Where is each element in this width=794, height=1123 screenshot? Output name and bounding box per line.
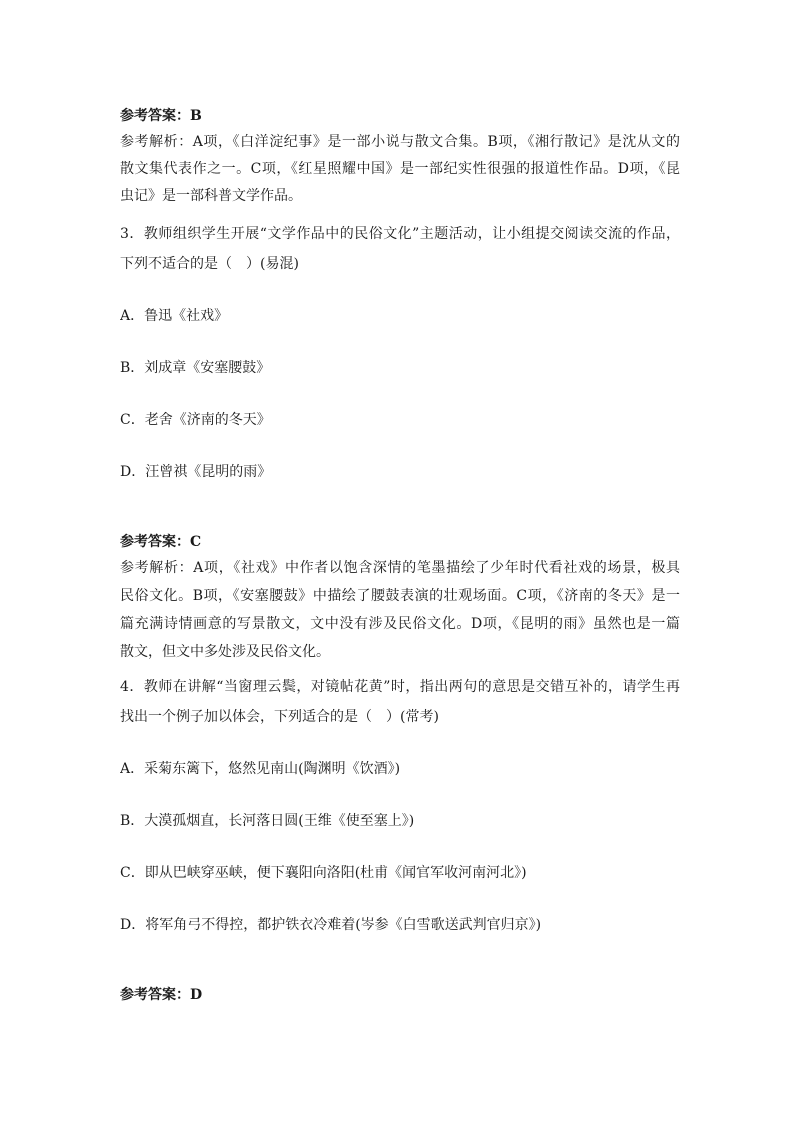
question-text: 3．教师组织学生开展“文学作品中的民俗文化”主题活动，让小组提交阅读交流的作品， — [120, 226, 680, 242]
option-c: C．老舍《济南的冬天》 — [120, 412, 271, 428]
option-a: A．鲁迅《社戏》 — [120, 308, 229, 324]
option-d: D．将军角弓不得控，都护铁衣冷难着(岑参《白雪歌送武判官归京》) — [120, 917, 542, 933]
answer-label: 参考答案：D — [120, 987, 203, 1003]
question-text: 4．教师在讲解“当窗理云鬓，对镜帖花黄”时，指出两句的意思是交错互补的，请学生再 — [120, 679, 680, 695]
answer-label: 参考答案：C — [120, 534, 202, 550]
question-text: 找出一个例子加以体会，下列适合的是（ ）(常考) — [120, 709, 439, 725]
question-text: 下列不适合的是（ ）(易混) — [120, 256, 299, 272]
analysis-line: 散文，但文中多处涉及民俗文化。 — [120, 644, 330, 660]
option-c: C．即从巴峡穿巫峡，便下襄阳向洛阳(杜甫《闻官军收河南河北》) — [120, 865, 527, 881]
analysis-line: 虫记》是一部科普文学作品。 — [120, 188, 302, 204]
option-b: B．大漠孤烟直，长河落日圆(王维《使至塞上》) — [120, 813, 415, 829]
analysis-line: 民俗文化。B项，《安塞腰鼓》中描绘了腰鼓表演的壮观场面。C项，《济南的冬天》是一 — [120, 588, 680, 604]
answer-label: 参考答案：B — [120, 108, 202, 124]
option-b: B．刘成章《安塞腰鼓》 — [120, 360, 271, 376]
analysis-line: 参考解析：A项，《社戏》中作者以饱含深情的笔墨描绘了少年时代看社戏的场景，极具 — [120, 560, 680, 576]
analysis-line: 篇充满诗情画意的写景散文，文中没有涉及民俗文化。D项，《昆明的雨》虽然也是一篇 — [120, 616, 680, 632]
analysis-line: 散文集代表作之一。C项，《红星照耀中国》是一部纪实性很强的报道性作品。D项，《昆 — [120, 161, 680, 177]
option-d: D．汪曾祺《昆明的雨》 — [120, 464, 272, 480]
analysis-line: 参考解析：A项，《白洋淀纪事》是一部小说与散文合集。B项，《湘行散记》是沈从文的 — [120, 134, 680, 150]
option-a: A．采菊东篱下，悠然见南山(陶渊明《饮酒》) — [120, 761, 401, 777]
